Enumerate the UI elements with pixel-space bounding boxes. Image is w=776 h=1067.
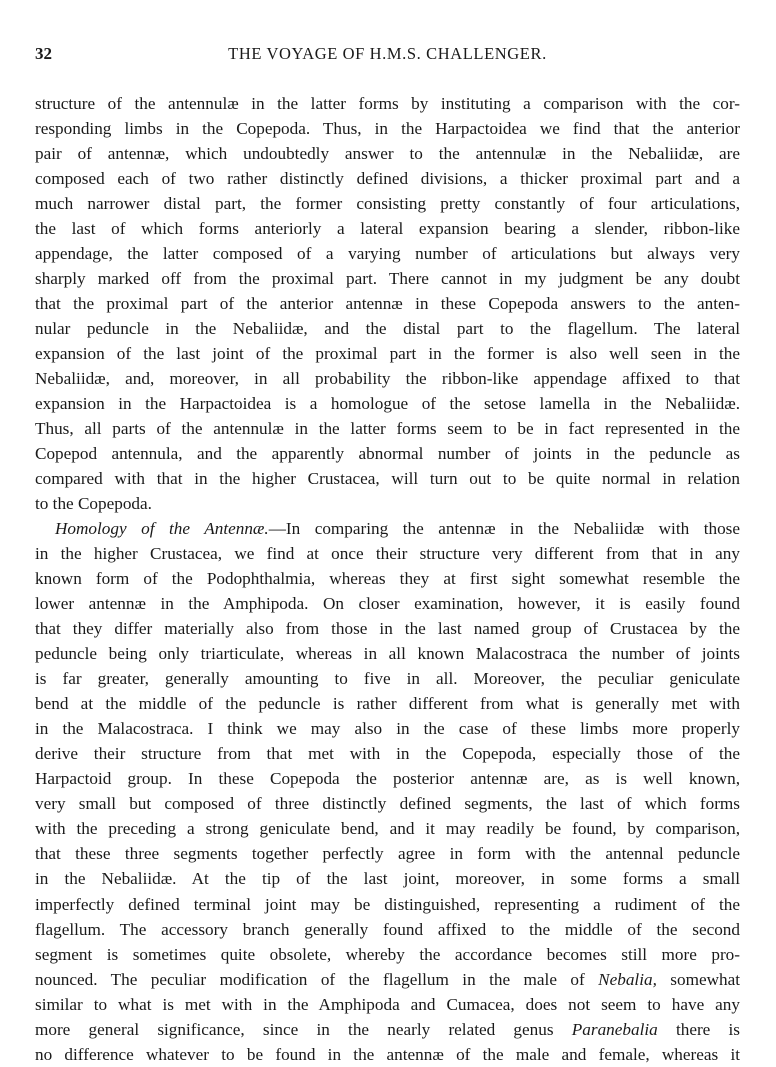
running-header <box>35 44 740 70</box>
text-segment: there is <box>657 1019 740 1039</box>
text-line <box>35 91 740 116</box>
text-line <box>35 341 740 366</box>
page-number: 32 <box>35 44 52 63</box>
text-segment: somewhat <box>656 969 740 989</box>
text-segment: Copepod antennula, and the apparently abnormal number of joints in the peduncle as <box>35 444 740 464</box>
text-line <box>35 866 740 891</box>
text-segment: that they differ materially also from those in the last named group of Crustacea by the <box>35 619 740 639</box>
italic-text: Paranebalia <box>571 1019 658 1039</box>
text-line <box>35 216 740 241</box>
text-segment: compared with that in the higher Crustacea, will turn out to be quite normal in relation <box>35 469 740 489</box>
italic-text: Nebalia, <box>598 969 657 989</box>
text-line <box>35 566 740 591</box>
text-line <box>35 291 740 316</box>
text-segment: segment is sometimes quite obsolete, whereby the accordance becomes still more pro- <box>35 944 740 964</box>
text-segment: in the Nebaliidæ. At the tip of the last joint, moreover, in some forms a small <box>35 869 740 889</box>
text-line <box>35 116 740 141</box>
text-line <box>35 391 740 416</box>
text-segment: expansion in the Harpactoidea is a homologue of the setose lamella in the Nebaliidæ. <box>35 394 740 414</box>
text-segment: composed each of two rather distinctly defined divisions, a thicker proximal part and a <box>35 169 740 189</box>
text-segment: with the preceding a strong geniculate bend, and it may readily be found, by comparison, <box>35 819 740 839</box>
text-segment: very small but composed of three distinctly defined segments, the last of which forms <box>35 794 740 814</box>
paragraph <box>35 91 740 516</box>
text-segment: more general significance, since in the nearly related genus <box>35 1019 572 1039</box>
text-line <box>35 917 740 942</box>
text-line <box>35 716 740 741</box>
text-line <box>35 992 740 1017</box>
italic-text: Homology of the Antennæ. <box>55 519 269 539</box>
text-line <box>35 466 740 491</box>
text-segment: nular peduncle in the Nebaliidæ, and the distal part to the flagellum. The lateral <box>35 319 740 339</box>
text-segment: that the proximal part of the anterior antennæ in these Copepoda answers to the anten- <box>35 294 740 314</box>
text-segment: derive their structure from that met with in the Copepoda, especially those of the <box>35 744 740 764</box>
text-segment: —In comparing the antennæ in the Nebaliidæ with those <box>268 519 740 539</box>
text-line <box>35 967 740 992</box>
text-line <box>35 816 740 841</box>
text-segment: structure of the antennulæ in the latter forms by instituting a comparison with the cor- <box>35 94 740 113</box>
text-line <box>35 1017 740 1042</box>
text-segment: that these three segments together perfectly agree in form with the antennal peduncle <box>35 844 740 864</box>
text-line <box>35 666 740 691</box>
text-line <box>35 491 740 516</box>
text-segment: expansion of the last joint of the proximal part in the former is also well seen in the <box>35 344 740 364</box>
text-segment: imperfectly defined terminal joint may be distinguished, representing a rudiment of the <box>35 894 740 914</box>
text-segment: Harpactoid group. In these Copepoda the posterior antennæ are, as is well known, <box>35 769 740 789</box>
text-line <box>35 441 740 466</box>
text-segment: pair of antennæ, which undoubtedly answer to the antennulæ in the Nebaliidæ, are <box>35 144 740 164</box>
text-line <box>35 841 740 866</box>
text-line <box>35 191 740 216</box>
text-line <box>35 316 740 341</box>
text-segment: Thus, all parts of the antennulæ in the latter forms seem to be in fact represented in the <box>35 419 740 439</box>
text-line <box>35 616 740 641</box>
text-line <box>35 416 740 441</box>
text-segment: nounced. The peculiar modification of the flagellum in the male of <box>35 969 599 989</box>
text-segment: to the Copepoda. <box>35 494 152 514</box>
text-segment: the last of which forms anteriorly a lateral expansion bearing a slender, ribbon-like <box>35 219 740 239</box>
text-segment: bend at the middle of the peduncle is rather different from what is generally met with <box>35 694 740 714</box>
text-line <box>35 166 740 191</box>
text-segment: known form of the Podophthalmia, whereas they at first sight somewhat resemble the <box>35 569 740 589</box>
text-line <box>35 892 740 917</box>
text-line <box>35 766 740 791</box>
text-line <box>35 541 740 566</box>
text-segment: flagellum. The accessory branch generally found affixed to the middle of the second <box>35 919 740 939</box>
running-title: THE VOYAGE OF H.M.S. CHALLENGER. <box>228 44 547 63</box>
text-segment: appendage, the latter composed of a varying number of articulations but always very <box>35 244 740 264</box>
text-segment: peduncle being only triarticulate, whereas in all known Malacostraca the number of joints <box>35 644 740 664</box>
text-line <box>35 942 740 967</box>
text-segment: lower antennæ in the Amphipoda. On closer examination, however, it is easily found <box>35 594 740 614</box>
text-line <box>35 791 740 816</box>
text-segment: similar to what is met with in the Amphipoda and Cumacea, does not seem to have any <box>35 994 740 1014</box>
text-segment: in the higher Crustacea, we find at once their structure very different from that in any <box>35 544 740 564</box>
text-line <box>35 591 740 616</box>
text-line <box>35 516 740 541</box>
text-line <box>35 691 740 716</box>
text-segment: Nebaliidæ, and, moreover, in all probability the ribbon-like appendage affixed to that <box>35 369 740 389</box>
paragraph <box>35 516 740 1066</box>
text-line <box>35 266 740 291</box>
text-segment: much narrower distal part, the former consisting pretty constantly of four articulations, <box>35 194 740 214</box>
text-segment: responding limbs in the Copepoda. Thus, in the Harpactoidea we find that the anterior <box>35 119 740 139</box>
text-line <box>35 241 740 266</box>
text-line <box>35 741 740 766</box>
text-segment: in the Malacostraca. I think we may also in the case of these limbs more properly <box>35 719 740 739</box>
text-line <box>35 1042 740 1067</box>
body-text <box>35 91 740 1067</box>
text-segment: sharply marked off from the proximal part. There cannot in my judgment be any doubt <box>35 269 740 289</box>
text-segment: no difference whatever to be found in the antennæ of the male and female, whereas it <box>35 1044 740 1064</box>
text-line <box>35 641 740 666</box>
text-line <box>35 366 740 391</box>
text-segment: is far greater, generally amounting to five in all. Moreover, the peculiar geniculate <box>35 669 740 689</box>
text-line <box>35 141 740 166</box>
